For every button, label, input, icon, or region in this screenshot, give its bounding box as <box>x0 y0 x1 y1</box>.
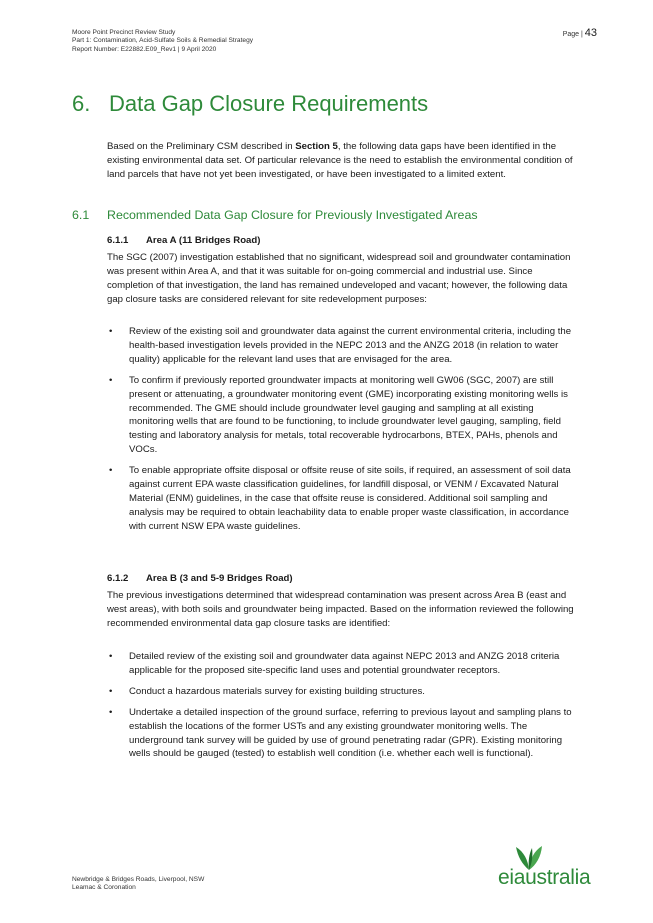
subsection-number: 6.1 <box>72 208 90 222</box>
area-b-number: 6.1.2 <box>107 573 129 584</box>
subsection-title: Recommended Data Gap Closure for Previously Investigated Areas <box>107 208 478 222</box>
footer-site-address: Newbridge & Bridges Roads, Liverpool, NSW <box>72 876 205 883</box>
area-b-heading <box>107 573 293 584</box>
header-study-title: Moore Point Precinct Review Study <box>72 29 176 36</box>
area-a-task-list <box>107 325 577 541</box>
area-a-number: 6.1.1 <box>107 235 129 246</box>
company-logo <box>498 844 598 894</box>
page-number-value: 43 <box>584 27 597 39</box>
area-a-heading <box>107 235 260 246</box>
section-reference: Section 5 <box>295 141 338 152</box>
list-item: • Undertake a detailed inspection of the ground surface, referring to previous layout and sampling plans to establish the locations of the former USTs and any existing groundwater monitoring wells. The underground tank survey will be guided by use of ground penetrating radar (GPR). Existing monitoring wells should be gauged (tested) to establish well condition (i.e. whether each well is functional). <box>107 706 577 762</box>
list-item: • Review of the existing soil and groundwater data against the current environmental criteria, including the health-based investigation levels provided in the NEPC 2013 and the ANZG 2018 (in relation to water quality) applicable for the relevant land uses that are envisaged for the area. <box>107 325 577 367</box>
area-b-task-list <box>107 650 577 768</box>
area-b-paragraph: The previous investigations determined that widespread contamination was present across Area B (east and west areas), with both soils and groundwater being impacted. Based on the information reviewed the following recommended environmental data gap closure tasks are identified: <box>107 590 574 629</box>
list-item: • To enable appropriate offsite disposal or offsite reuse of site soils, if required, an assessment of soil data against current EPA waste classification guidelines, for landfill disposal, or VENM / Excavated Natural Material (ENM) guidelines, in the case that offsite reuse is considered. Additional soil sampling and analysis may be required to obtain leachability data to enable proper waste classification, in accordance with current NSW EPA waste guidelines. <box>107 464 577 534</box>
running-footer <box>72 876 204 893</box>
header-part-title: Part 1: Contamination, Acid-Sulfate Soils & Remedial Strategy <box>72 37 254 45</box>
list-item: • Detailed review of the existing soil and groundwater data against NEPC 2013 and ANZG 2018 criteria applicable for the proposed site-specific land uses and potential groundwater receptors. <box>107 650 577 678</box>
running-header <box>72 29 253 54</box>
section-intro-paragraph: Based on the Preliminary CSM described in Section 5, the following data gaps have been identified in the existing environmental data set. Of particular relevance is the need to establish the environmental condition of land parcels that have not yet been investigated, or have been investigated to a limited extent. <box>107 141 573 180</box>
subsection-heading <box>72 208 478 222</box>
logo-wordmark: eiaustralia <box>498 866 591 889</box>
section-heading <box>72 91 428 117</box>
footer-client: Leamac & Coronation <box>72 884 136 892</box>
section-number: 6. <box>72 91 91 116</box>
area-a-paragraph: The SGC (2007) investigation established that no significant, widespread soil and groundwater contamination was present within Area A, and that it was suitable for on-going commercial and industrial use. Since completion of that investigation, the land has remained undeveloped and vacant; however, the following data gap closure tasks are considered relevant for site redevelopment purposes: <box>107 252 571 305</box>
page-number <box>563 27 597 39</box>
list-item: • To confirm if previously reported groundwater impacts at monitoring well GW06 (SGC, 2007) are still present or attenuating, a groundwater monitoring event (GME) incorporating existing monitoring wells is recommended. The GME should include groundwater level gauging and sampling at all existing monitoring wells that are found to be functioning, to include groundwater level gauging, sampling, field testing and laboratory analysis for metals, total recoverable hydrocarbons, BTEX, PAHs, phenols and VOCs. <box>107 374 577 457</box>
area-a-title: Area A (11 Bridges Road) <box>146 235 261 246</box>
list-item: • Conduct a hazardous materials survey for existing building structures. <box>107 685 577 699</box>
section-title: Data Gap Closure Requirements <box>109 91 429 116</box>
area-b-title: Area B (3 and 5-9 Bridges Road) <box>146 573 293 584</box>
header-report-number: Report Number: E22882.E09_Rev1 | 9 April 2020 <box>72 45 217 53</box>
page-number-label: Page | <box>562 31 585 38</box>
